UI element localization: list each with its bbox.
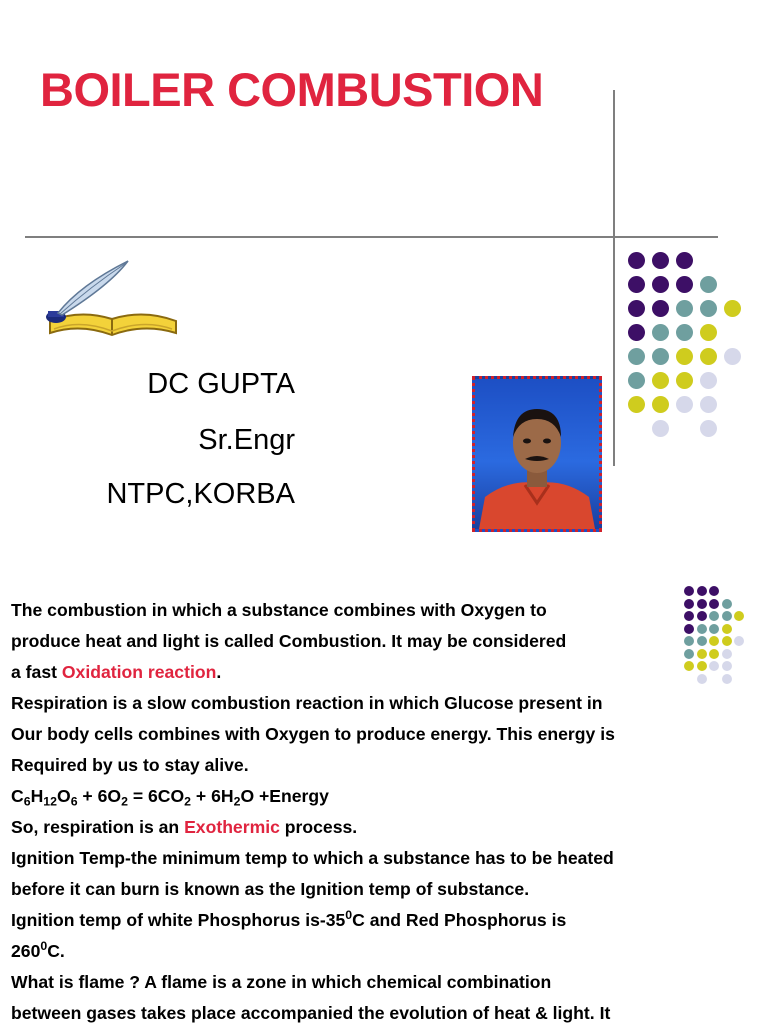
decorative-dot [700, 348, 717, 365]
decorative-dot [652, 372, 669, 389]
text-line: Ignition Temp-the minimum temp to which a substance has to be heated [11, 848, 614, 868]
person-portrait-icon [475, 379, 599, 529]
decorative-dot [652, 420, 669, 437]
vertical-divider [613, 90, 615, 466]
text-line: So, respiration is an Exothermic process. [11, 817, 358, 837]
highlight-oxidation-reaction: Oxidation reaction [61, 662, 217, 682]
decorative-dot [700, 276, 717, 293]
decorative-dot [628, 300, 645, 317]
decorative-dot [628, 252, 645, 269]
author-role: Sr.Engr [198, 424, 295, 456]
decorative-dot [700, 324, 717, 341]
decorative-dot [676, 276, 693, 293]
text-line: Ignition temp of white Phosphorus $is-35^0C$ and Red Phosphorus is [11, 908, 567, 930]
author-organization: NTPC,KORBA [106, 478, 295, 510]
decorative-dot [676, 324, 693, 341]
decorative-dot [652, 324, 669, 341]
text-line: Required by us to stay alive. [11, 755, 249, 775]
decorative-dot [676, 252, 693, 269]
decorative-dot [628, 348, 645, 365]
author-name: DC GUPTA [147, 368, 295, 400]
combustion-slide [0, 560, 768, 1024]
decorative-dot [676, 300, 693, 317]
decorative-dot [652, 300, 669, 317]
decorative-dot [700, 396, 717, 413]
text-line: $260^0C$. [11, 939, 65, 961]
slide-body-text [11, 595, 761, 1024]
decorative-dot [628, 276, 645, 293]
highlight-exothermic: Exothermic [184, 817, 280, 837]
decorative-dot [724, 348, 741, 365]
quill-and-open-book-icon [40, 255, 182, 345]
decorative-dot [676, 348, 693, 365]
decorative-dot [676, 396, 693, 413]
decorative-dot [652, 276, 669, 293]
decorative-dot [628, 396, 645, 413]
decorative-dot [652, 348, 669, 365]
decorative-dot [700, 420, 717, 437]
text-line: Our body cells combines with Oxygen to produce energy. This energy is [11, 724, 615, 744]
decorative-dot [700, 372, 717, 389]
decorative-dot [652, 396, 669, 413]
text-line: What is flame ? A flame is a zone in which chemical combination [11, 972, 552, 992]
decorative-dot [724, 300, 741, 317]
decorative-dot [700, 300, 717, 317]
slide-title: BOILER COMBUSTION [40, 63, 544, 116]
text-line: a fast Oxidation reaction. [11, 662, 222, 682]
chemical-equation: $C_6H_{12}O_6 + 6O_2 = 6CO_2 + 6H_2O$ +Energy [11, 786, 329, 809]
text-line: The combustion in which a substance combines with Oxygen to [11, 600, 547, 620]
text-line: before it can burn is known as the Ignition temp of substance. [11, 879, 530, 899]
decorative-dot [628, 372, 645, 389]
text-line: Respiration is a slow combustion reaction in which Glucose present in [11, 693, 603, 713]
horizontal-divider [25, 236, 718, 238]
text-line: produce heat and light is called Combustion. It may be considered [11, 631, 567, 651]
author-photo [472, 376, 602, 532]
decorative-dot [652, 252, 669, 269]
text-line: between gases takes place accompanied the evolution of heat & light. It [11, 1003, 611, 1023]
decorative-dot [628, 324, 645, 341]
decorative-dot-grid [628, 252, 748, 442]
decorative-dot [676, 372, 693, 389]
